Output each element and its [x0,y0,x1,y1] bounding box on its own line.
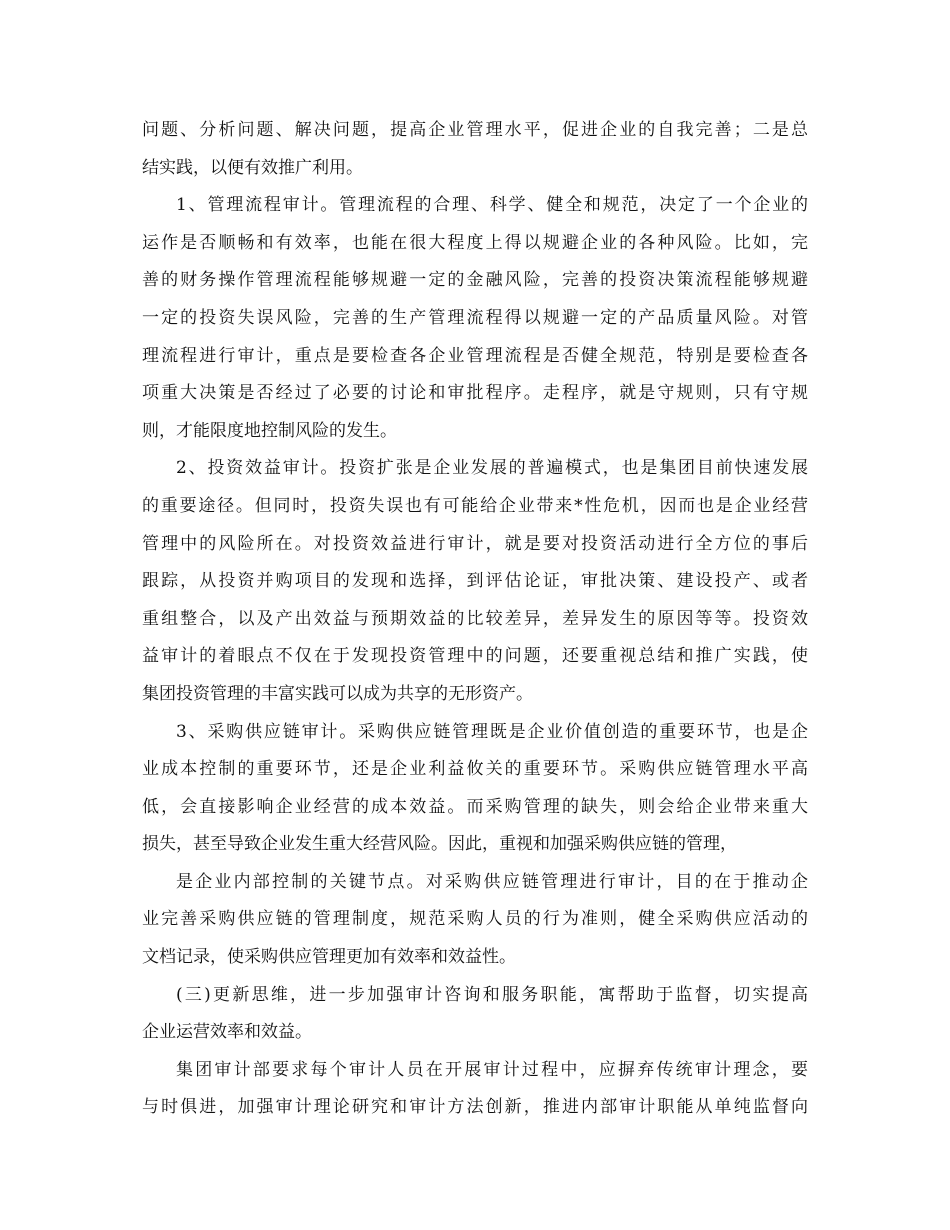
paragraph-heading-line: 2、投资效益审计。投资扩张是企业发展的普遍模式，也是集团目前快速发展 [176,458,808,479]
text-line: 的重要途径。但同时，投资失误也有可能给企业带来*性危机，因而也是企业经营 [142,495,808,516]
text-line: 集团投资管理的丰富实践可以成为共享的无形资产。 [142,683,533,704]
text-line: 文档记录，使采购供应管理更加有效率和效益性。 [142,947,516,968]
paragraph-heading-line: 1、管理流程审计。管理流程的合理、科学、健全和规范，决定了一个企业的 [176,195,808,216]
paragraph-heading-line: 3、采购供应链审计。采购供应链管理既是企业价值创造的重要环节，也是企 [176,721,808,742]
text-line: 跟踪，从投资并购项目的发现和选择，到评估论证，审批决策、建设投产、或者 [142,571,808,592]
text-line: 业完善采购供应链的管理制度，规范采购人员的行为准则，健全采购供应活动的 [142,909,808,930]
text-line: 企业运营效率和效益。 [142,1022,312,1043]
text-line: 善的财务操作管理流程能够规避一定的金融风险，完善的投资决策流程能够规避 [142,270,808,291]
text-line: 低，会直接影响企业经营的成本效益。而采购管理的缺失，则会给企业带来重大 [142,796,808,817]
text-line: 理流程进行审计，重点是要检查各企业管理流程是否健全规范，特别是要检查各 [142,345,808,366]
text-line: 项重大决策是否经过了必要的讨论和审批程序。走程序，就是守规则，只有守规 [142,383,808,404]
text-line: 一定的投资失误风险，完善的生产管理流程得以规避一定的产品质量风险。对管 [142,307,808,328]
text-line: 结实践，以便有效推广利用。 [142,157,363,178]
text-line: 则，才能限度地控制风险的发生。 [142,420,397,441]
text-line: 运作是否顺畅和有效率，也能在很大程度上得以规避企业的各种风险。比如，完 [142,232,808,253]
text-line: 益审计的着眼点不仅在于发现投资管理中的问题，还要重视总结和推广实践，使 [142,646,808,667]
document-body [142,112,808,1127]
text-line: 重组整合，以及产出效益与预期效益的比较差异，差异发生的原因等等。投资效 [142,608,808,629]
text-line: 与时俱进，加强审计理论研究和审计方法创新，推进内部审计职能从单纯监督向 [142,1097,808,1118]
text-line: 管理中的风险所在。对投资效益进行审计，就是要对投资活动进行全方位的事后 [142,533,808,554]
paragraph-first-line: 集团审计部要求每个审计人员在开展审计过程中，应摒弃传统审计理念，要 [176,1059,808,1080]
section-heading-line: (三)更新思维，进一步加强审计咨询和服务职能，寓帮助于监督，切实提高 [176,984,808,1005]
paragraph-first-line: 是企业内部控制的关键节点。对采购供应链管理进行审计，目的在于推动企 [176,871,808,892]
text-line: 问题、分析问题、解决问题，提高企业管理水平，促进企业的自我完善；二是总 [142,120,808,140]
text-line: 业成本控制的重要环节，还是企业利益攸关的重要环节。采购供应链管理水平高 [142,759,808,780]
text-line: 损失，甚至导致企业发生重大经营风险。因此，重视和加强采购供应链的管理， [142,834,737,855]
